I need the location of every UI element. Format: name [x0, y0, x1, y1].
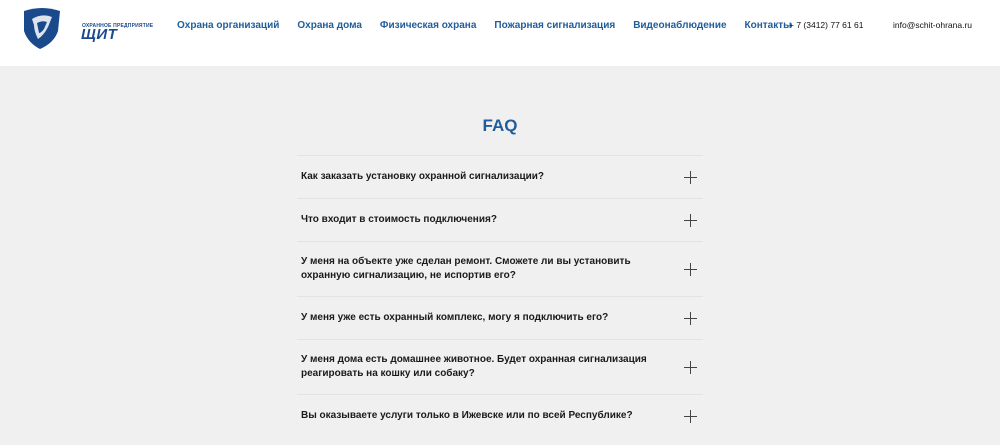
logo-subtitle: ОХРАННОЕ ПРЕДПРИЯТИЕ [82, 23, 154, 29]
plus-icon[interactable] [684, 410, 697, 423]
main-nav [177, 20, 810, 34]
nav-item-physical-security[interactable]: Физическая охрана [379, 20, 477, 31]
plus-icon[interactable] [684, 312, 697, 325]
faq-list [297, 155, 703, 437]
nav-item-fire-alarm[interactable]: Пожарная сигнализация [494, 20, 616, 31]
company-logo[interactable] [20, 5, 154, 51]
faq-question: Что входит в стоимость подключения? [301, 214, 497, 225]
faq-item[interactable] [297, 155, 703, 198]
faq-item[interactable] [297, 198, 703, 241]
nav-item-video-surveillance[interactable]: Видеонаблюдение [633, 20, 727, 31]
nav-item-contacts[interactable]: Контакты [744, 20, 792, 31]
faq-item[interactable] [297, 394, 703, 437]
phone-link[interactable]: + 7 (3412) 77 61 61 [789, 20, 864, 30]
faq-question: Вы оказываете услуги только в Ижевске или по всей Республике? [301, 410, 633, 421]
nav-item-home-security[interactable]: Охрана дома [297, 20, 362, 31]
logo-name: ЩИТ [81, 26, 118, 43]
plus-icon[interactable] [684, 171, 697, 184]
plus-icon[interactable] [684, 263, 697, 276]
faq-question: Как заказать установку охранной сигнализации? [301, 171, 544, 182]
faq-question: У меня дома есть домашнее животное. Будет охранная сигнализация реагировать на кошку или собаку? [301, 354, 647, 379]
nav-item-organizations[interactable]: Охрана организаций [177, 20, 280, 31]
faq-item[interactable] [297, 296, 703, 339]
plus-icon[interactable] [684, 361, 697, 374]
faq-title: FAQ [482, 116, 518, 135]
shield-logo-icon [20, 5, 64, 51]
faq-question: У меня уже есть охранный комплекс, могу я подключить его? [301, 312, 609, 323]
faq-item[interactable] [297, 339, 703, 394]
site-header [0, 0, 1000, 66]
email-link[interactable]: info@schit-ohrana.ru [893, 20, 973, 30]
faq-item[interactable] [297, 241, 703, 296]
plus-icon[interactable] [684, 214, 697, 227]
faq-question: У меня на объекте уже сделан ремонт. Сможете ли вы установить охранную сигнализацию, не испортив его? [301, 256, 631, 281]
